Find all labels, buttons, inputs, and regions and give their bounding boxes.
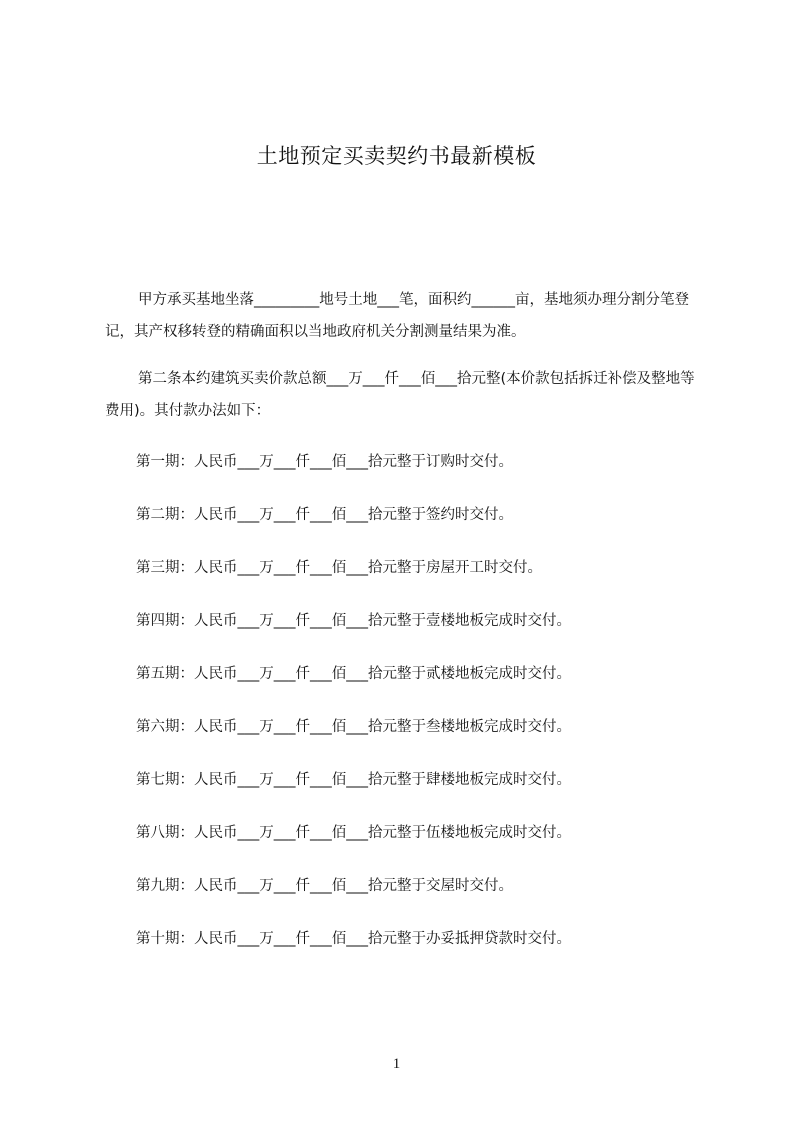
payment-period-7: 第七期：人民币___万___仟___佰___拾元整于肆楼地板完成时交付。 <box>136 772 571 788</box>
payment-period-4: 第四期：人民币___万___仟___佰___拾元整于壹楼地板完成时交付。 <box>136 613 571 629</box>
payment-period-6: 第六期：人民币___万___仟___佰___拾元整于叁楼地板完成时交付。 <box>136 719 571 735</box>
payment-period-1: 第一期：人民币___万___仟___佰___拾元整于订购时交付。 <box>136 454 513 470</box>
payment-periods-list <box>136 446 736 976</box>
paragraph-land-details: 甲方承买基地坐落_________地号土地___笔，面积约______亩，基地须办理分割分笔登记，其产权移转登的精确面积以当地政府机关分割测量结果为准。 <box>105 292 689 340</box>
payment-period-8: 第八期：人民币___万___仟___佰___拾元整于伍楼地板完成时交付。 <box>136 825 571 841</box>
document-title: 土地预定买卖契约书最新模板 <box>256 144 537 168</box>
payment-period-2: 第二期：人民币___万___仟___佰___拾元整于签约时交付。 <box>136 507 513 523</box>
paragraph-price-terms: 第二条本约建筑买卖价款总额___万___仟___佰___拾元整(本价款包括拆迁补偿及整地等费用)。其付款办法如下： <box>105 371 695 419</box>
payment-period-3: 第三期：人民币___万___仟___佰___拾元整于房屋开工时交付。 <box>136 560 542 576</box>
payment-period-9: 第九期：人民币___万___仟___佰___拾元整于交屋时交付。 <box>136 878 513 894</box>
payment-period-10: 第十期：人民币___万___仟___佰___拾元整于办妥抵押贷款时交付。 <box>136 931 571 947</box>
page-number: 1 <box>392 1056 401 1072</box>
payment-period-5: 第五期：人民币___万___仟___佰___拾元整于贰楼地板完成时交付。 <box>136 666 571 682</box>
